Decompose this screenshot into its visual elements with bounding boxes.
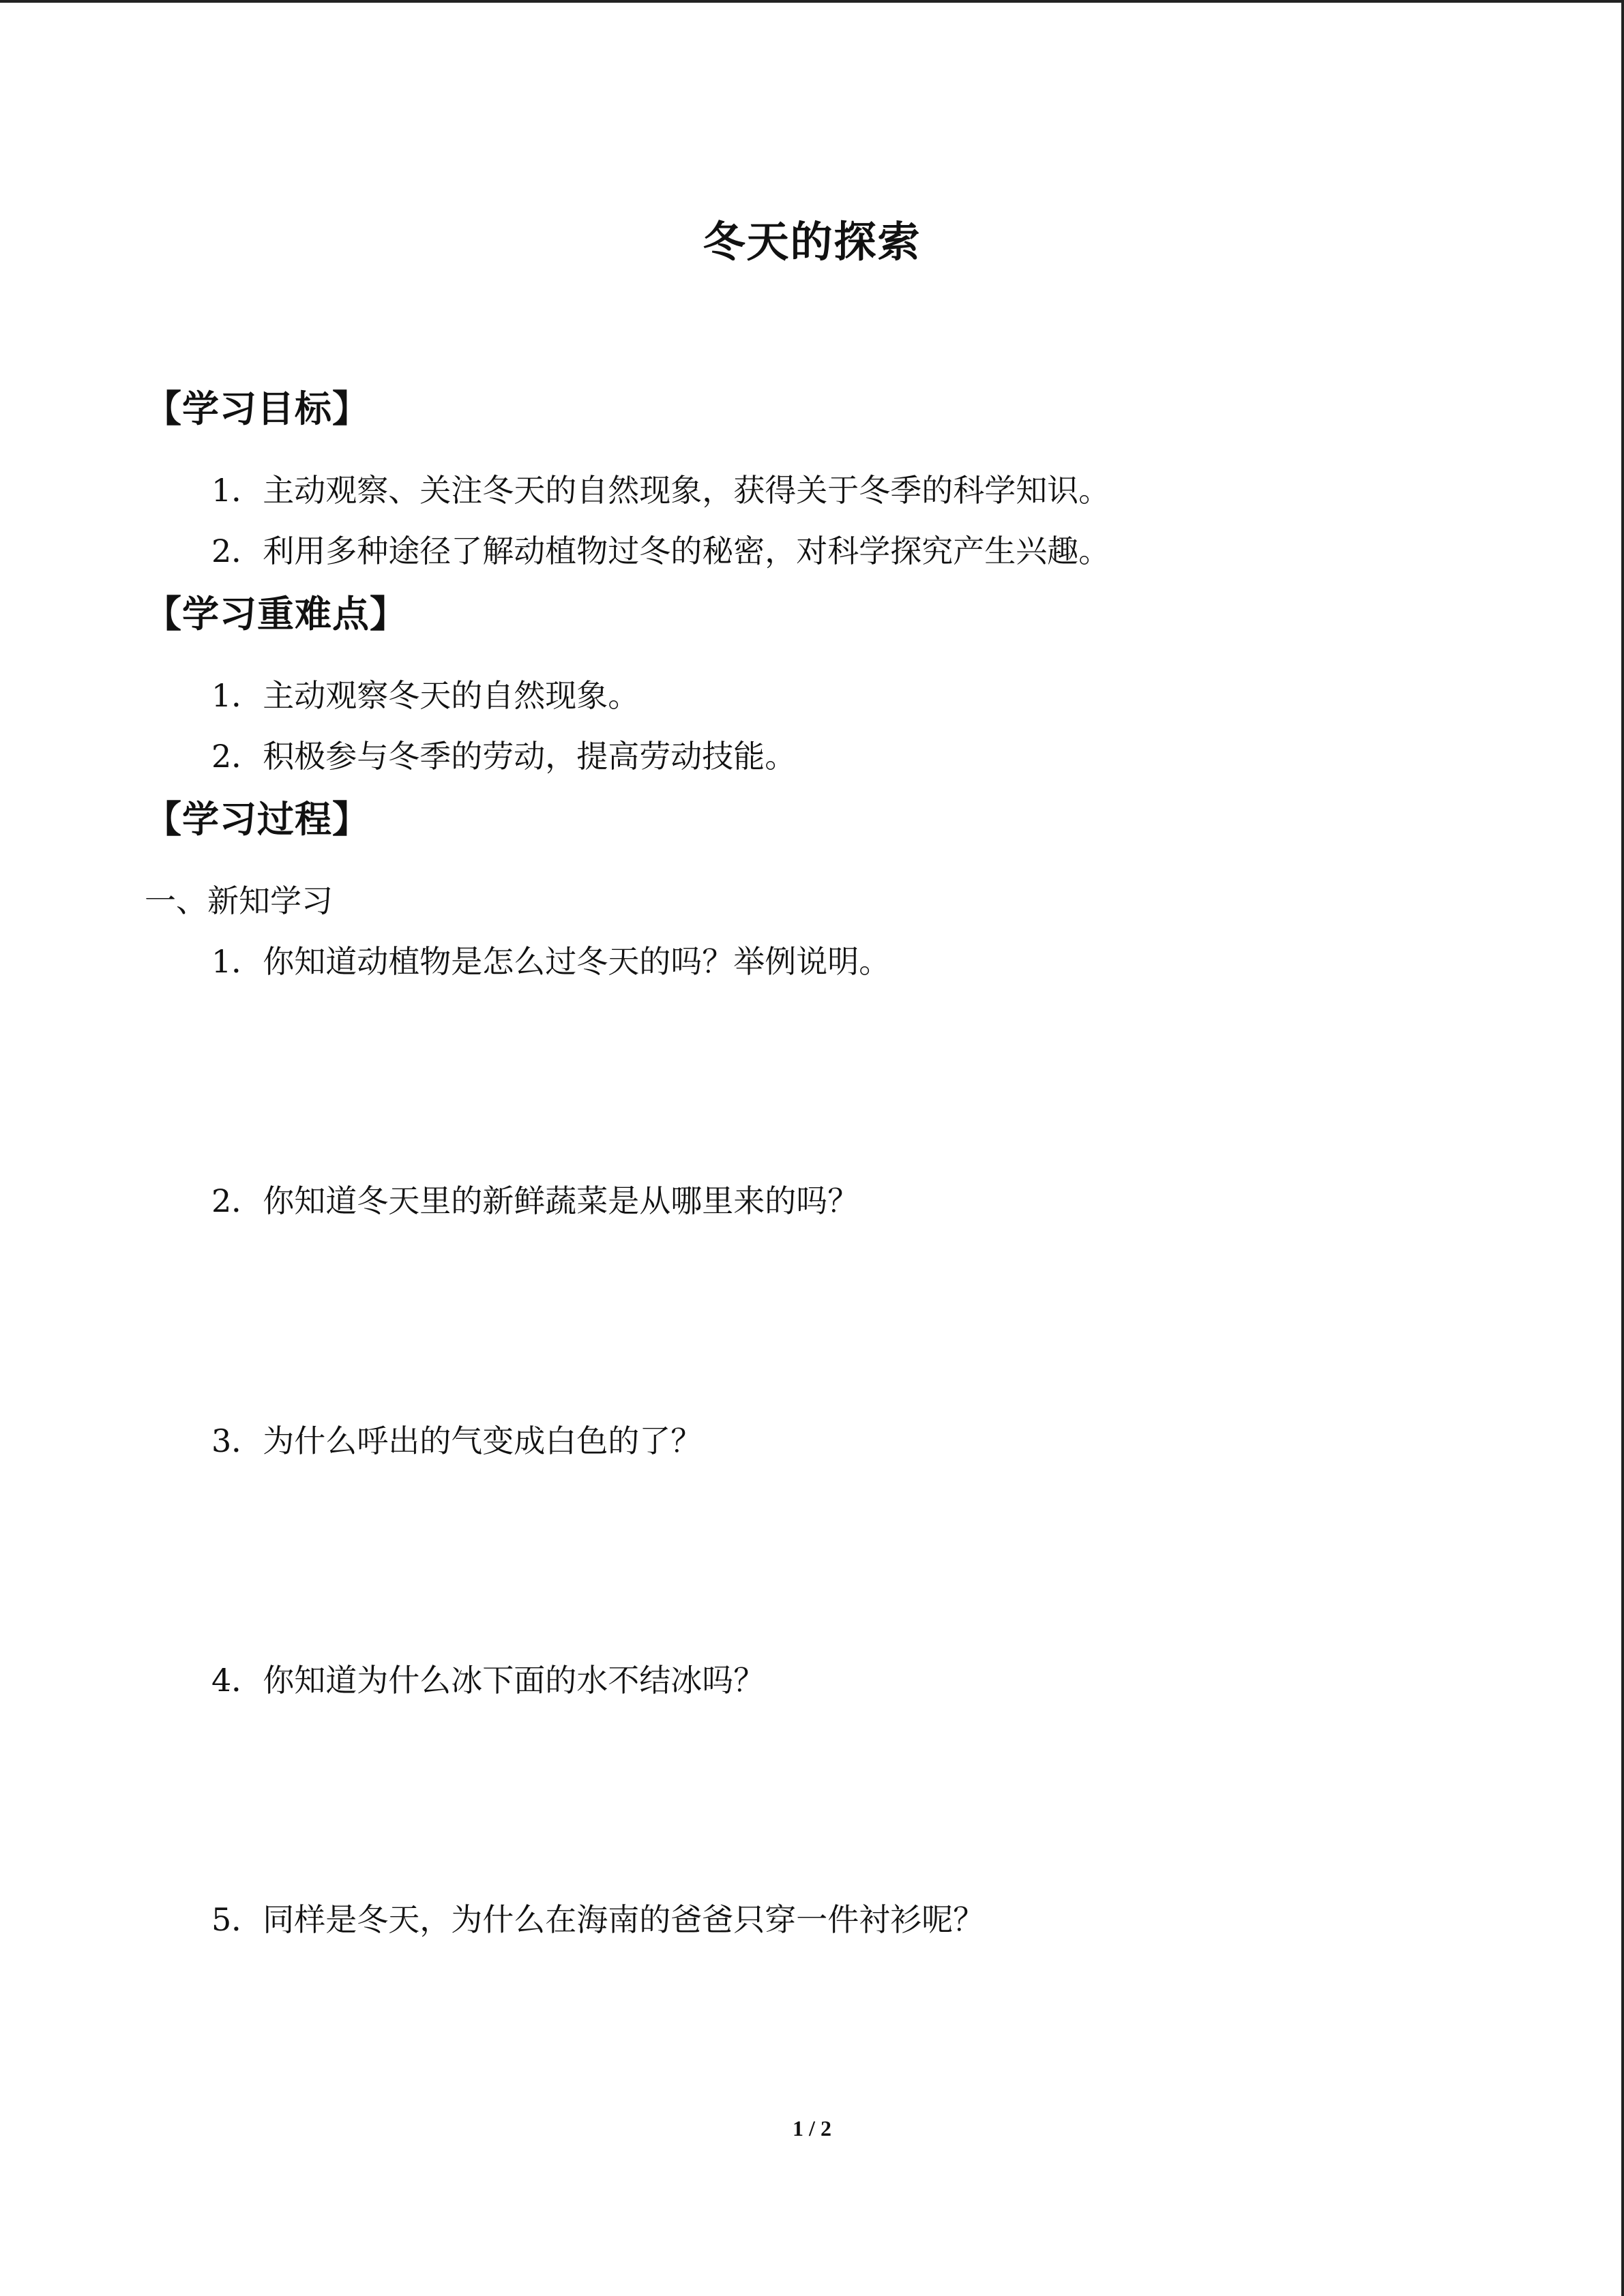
question-5: 5．同样是冬天，为什么在海南的爸爸只穿一件衬衫呢？ (211, 1901, 985, 1938)
question-2: 2．你知道冬天里的新鲜蔬菜是从哪里来的吗？ (211, 1182, 859, 1219)
objective-item-2: 2．利用多种途径了解动植物过冬的秘密，对科学探究产生兴趣。 (211, 533, 1110, 569)
key-point-item-1: 1．主动观察冬天的自然现象。 (211, 677, 640, 714)
question-3: 3．为什么呼出的气变成白色的了？ (211, 1422, 703, 1459)
section-heading-objectives: 【学习目标】 (145, 387, 370, 430)
page-number: 1 / 2 (793, 2116, 831, 2141)
document-title: 冬天的探索 (703, 217, 921, 267)
section-heading-key-points: 【学习重难点】 (145, 593, 407, 636)
question-1: 1．你知道动植物是怎么过冬天的吗？举例说明。 (211, 943, 891, 980)
question-4: 4．你知道为什么冰下面的水不结冰吗？ (211, 1662, 765, 1699)
objective-item-1: 1．主动观察、关注冬天的自然现象，获得关于冬季的科学知识。 (211, 472, 1110, 509)
key-point-item-2: 2．积极参与冬季的劳动，提高劳动技能。 (211, 738, 797, 775)
section-heading-process: 【学习过程】 (145, 798, 370, 841)
subheading-new-knowledge: 一、新知学习 (145, 882, 333, 919)
